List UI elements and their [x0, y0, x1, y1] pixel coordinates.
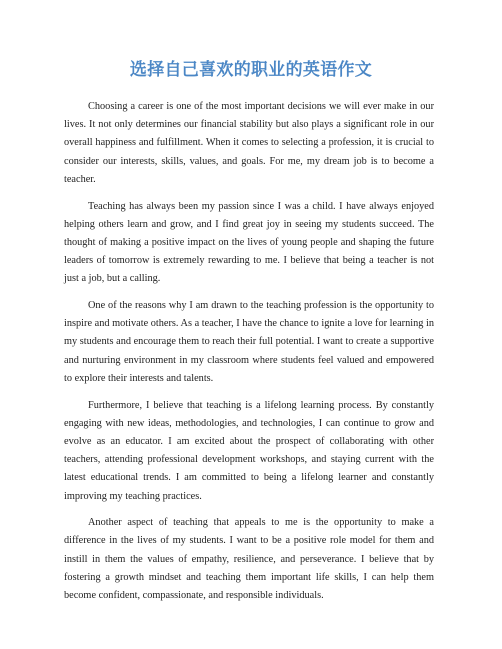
paragraph-5: Another aspect of teaching that appeals to me is the opportunity to make a difference in the lives of my students. I want to be a positive role model for them and instill in them the values of empathy, resilience, and perseverance. I believe that by fostering a growth mindset and teaching them important life skills, I can help them become confident, compassionate, and responsible individuals.	[64, 517, 434, 602]
paragraph-4: Furthermore, I believe that teaching is a lifelong learning process. By constantly engaging with new ideas, methodologies, and technologies, I can continue to grow and evolve as an educator. I am excited about the prospect of collaborating with other teachers, attending professional development workshops, and staying current with the latest educational trends. I am committed to being a lifelong learner and constantly improving my teaching practices.	[64, 399, 434, 502]
document-title: 选择自己喜欢的职业的英语作文	[129, 60, 373, 80]
paragraph-3: One of the reasons why I am drawn to the teaching profession is the opportunity to inspire and motivate others. As a teacher, I have the chance to ignite a love for learning in my students and encourage them to reach their full potential. I want to create a supportive and nurturing environment in my classroom where students feel valued and empowered to explore their interests and talents.	[64, 300, 434, 384]
document-body	[64, 98, 434, 614]
paragraph-2: Teaching has always been my passion since I was a child. I have always enjoyed helping others learn and grow, and I find great joy in seeing my students succeed. The thought of making a positive impact on the lives of young people and shaping the future leaders of tomorrow is extremely rewarding to me. I believe that being a teacher is not just a job, but a calling.	[64, 200, 434, 285]
paragraph-1: Choosing a career is one of the most important decisions we will ever make in our lives. It not only determines our financial stability but also plays a significant role in our overall happiness and fulfillment. When it comes to selecting a profession, it is crucial to consider our interests, skills, values, and goals. For me, my dream job is to become a teacher.	[64, 101, 434, 185]
